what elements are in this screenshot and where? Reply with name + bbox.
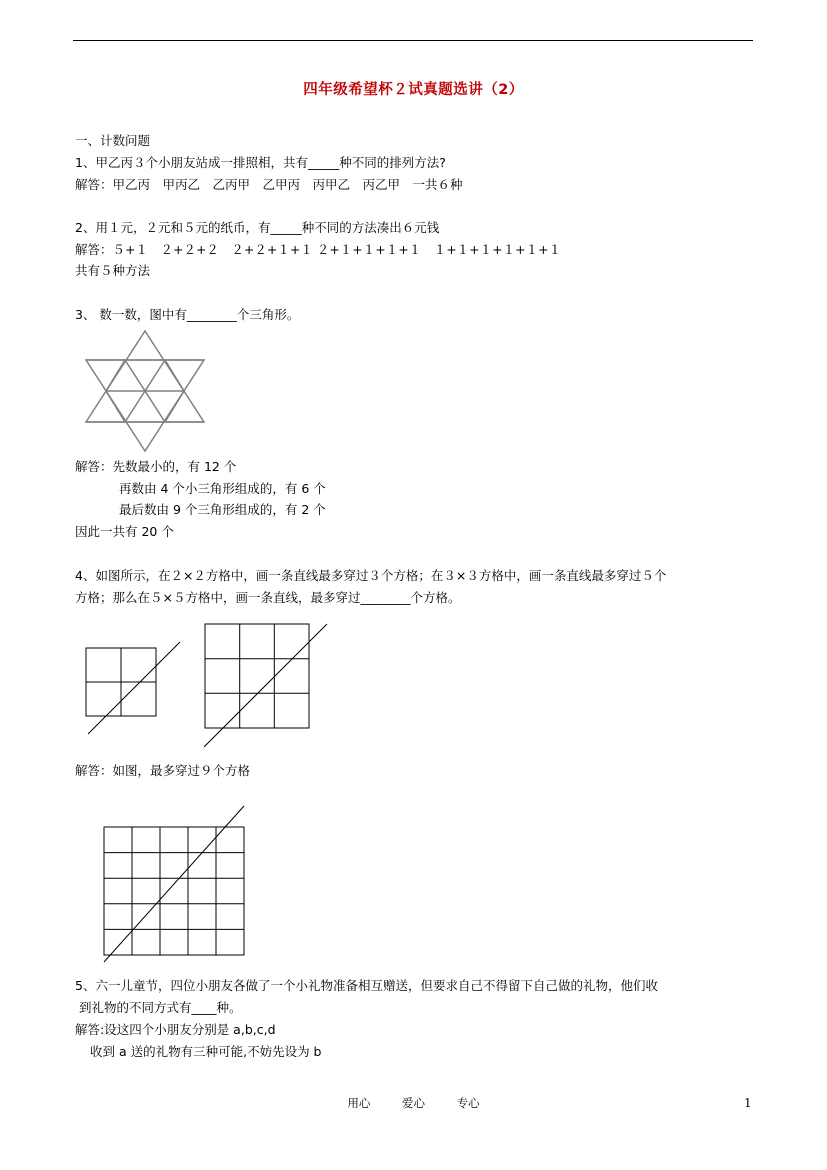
page-title: 四年级希望杯２试真题选讲（2） — [303, 82, 524, 98]
footer-item: 用心 — [347, 1096, 371, 1110]
question-4-line-2: 方格；那么在５×５方格中，画一条直线，最多穿过________个方格。 — [75, 590, 461, 605]
question-1: 1、甲乙丙３个小朋友站成一排照相，共有_____种不同的排列方法? — [75, 155, 446, 170]
question-5-line-2: 到礼物的不同方式有____种。 — [75, 1000, 242, 1015]
grid-3x3-figure — [200, 620, 332, 750]
answer-1: 解答：甲乙丙 甲丙乙 乙丙甲 乙甲丙 丙甲乙 丙乙甲 一共６种 — [75, 177, 463, 192]
answer-5-line-1: 解答:设这四个小朋友分别是 a,b,c,d — [75, 1022, 276, 1037]
answer-3-line-4: 因此一共有 20 个 — [75, 524, 174, 539]
question-5-line-1: 5、六一儿童节，四位小朋友各做了一个小礼物准备相互赠送，但要求自己不得留下自己做的礼物，他们收 — [75, 978, 658, 993]
answer-3-line-3: 最后数由 9 个三角形组成的，有 2 个 — [119, 502, 326, 517]
answer-2: 解答：５+１ ２+２+２ ２+２+１+１ ２+１+１+１+１ １+１+１+１+１+１ — [75, 242, 562, 257]
page-footer — [0, 1095, 827, 1111]
answer-5-line-2: 收到 a 送的礼物有三种可能,不妨先设为 b — [90, 1044, 322, 1059]
page-number: 1 — [744, 1096, 752, 1110]
question-2: 2、用１元，２元和５元的纸币，有_____种不同的方法凑出６元钱 — [75, 220, 440, 235]
grid-5x5-figure — [100, 804, 252, 964]
star-triangle-figure — [84, 329, 206, 453]
footer-item: 专心 — [456, 1096, 480, 1110]
question-3: 3、 数一数，图中有________个三角形。 — [75, 307, 300, 322]
answer-3-line-1: 解答：先数最小的，有 12 个 — [75, 459, 237, 474]
footer-item: 爱心 — [402, 1096, 425, 1110]
question-4-line-1: 4、如图所示，在２×２方格中，画一条直线最多穿过３个方格；在３×３方格中，画一条直线最多穿过５个 — [75, 568, 667, 583]
grid-2x2-figure — [84, 640, 184, 740]
answer-4: 解答：如图，最多穿过９个方格 — [75, 763, 251, 778]
section-heading: 一、计数问题 — [75, 133, 151, 148]
answer-3-line-2: 再数由 4 个小三角形组成的，有 6 个 — [119, 481, 326, 496]
header-rule — [73, 40, 753, 41]
answer-2-total: 共有５种方法 — [75, 263, 151, 278]
